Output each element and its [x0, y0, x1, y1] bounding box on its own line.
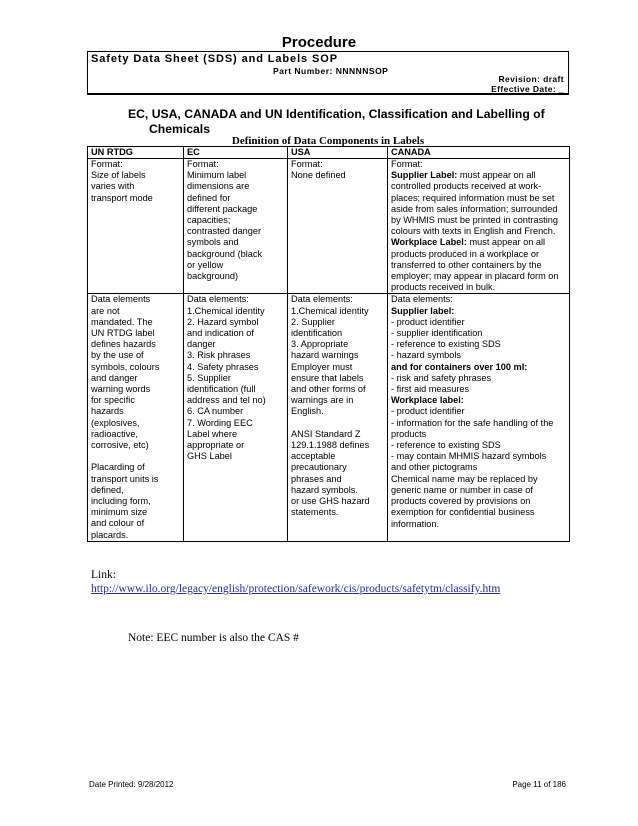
section-heading-line1: EC, USA, CANADA and UN Identification, Classification and Labelling of [128, 107, 545, 121]
cell-text-line: symbols and [187, 237, 239, 248]
cell-text-line: English. [291, 406, 324, 417]
cell-text-line: capacities; [187, 215, 231, 226]
cell-text-line: by WHMIS must be printed in contrasting [391, 215, 558, 226]
table-row-format [88, 159, 570, 294]
cell-text-line: and other forms of [291, 384, 366, 395]
cell-text-line: - risk and safety phrases [391, 372, 492, 383]
cell-text-line: Placarding of [91, 462, 145, 473]
cell-text-fragment: must appear on all [466, 237, 546, 248]
cell-text-line: defines hazards [91, 339, 156, 350]
cell-text-line: placards. [91, 529, 129, 540]
cell-canada-format [388, 159, 570, 294]
cell-block [291, 294, 384, 417]
cell-text-line: acceptable [291, 451, 336, 462]
blank-line [291, 418, 384, 429]
cell-text-line: Label where [187, 428, 238, 439]
cell-text-line: generic name or number in case of [391, 484, 533, 495]
cell-text-line: None defined [291, 170, 346, 181]
page-title: Procedure [281, 34, 357, 51]
cell-text-line: 3. Appropriate [291, 339, 349, 350]
header-un-rtdg: UN RTDG [88, 147, 184, 159]
cell-text-line: Data elements: [291, 294, 353, 305]
cell-text-line: 1.Chemical identity [187, 305, 265, 316]
cell-text-line: identification (full [187, 384, 256, 395]
cell-text-line: warnings are in [291, 395, 354, 406]
cell-text-line: hazards [91, 406, 124, 417]
cell-text-line: - product identifier [391, 316, 465, 327]
header-ec: EC [184, 147, 288, 159]
cell-text-line: Minimum label [187, 170, 247, 181]
cell-text-line: controlled products received at work- [391, 181, 542, 192]
cell-text-line [391, 237, 566, 248]
cell-text-line: - first aid measures [391, 384, 470, 395]
cell-text-line: (explosives, [91, 417, 140, 428]
blank-line [91, 451, 180, 462]
cell-text-line: hazard warnings [291, 350, 359, 361]
table-row-data-elements [88, 294, 570, 541]
cell-text-line: are not [91, 305, 120, 316]
cell-text-line: - supplier identification [391, 328, 483, 339]
cell-text-line: - reference to existing SDS [391, 440, 501, 451]
cell-text-line: for specific [91, 395, 135, 406]
cell-text-line: different package [187, 203, 258, 214]
cell-text-line: products received in bulk. [391, 282, 496, 293]
cell-text-line: Workplace label: [391, 395, 464, 406]
cell-text-line: aside from sales information; surrounded [391, 203, 558, 214]
cell-usa-format [288, 159, 388, 294]
cell-text-line [391, 170, 566, 181]
cell-text-line: and for containers over 100 ml: [391, 361, 528, 372]
cell-text-line: phrases and [291, 473, 342, 484]
cell-text-line: 2. Supplier [291, 316, 335, 327]
cell-text-line: contrasted danger [187, 226, 262, 237]
section-heading [128, 107, 548, 137]
cell-text-line: warning words [91, 384, 151, 395]
cell-text-line: Size of labels [91, 170, 146, 181]
cell-text-line: precautionary [291, 462, 347, 473]
cell-un-format [88, 159, 184, 294]
cell-text-line: GHS Label [187, 451, 232, 462]
cell-text-line: products produced in a workplace or [391, 248, 540, 259]
cell-text-line: 5. Supplier [187, 372, 231, 383]
cell-text-line: Format: [291, 159, 323, 169]
cell-text-line: Format: [391, 159, 423, 169]
ilo-classification-link[interactable]: http://www.ilo.org/legacy/english/protection/safework/cis/products/safetytm/classify.htm [91, 583, 501, 595]
cell-text-line: danger [187, 339, 216, 350]
cell-text-line: defined, [91, 484, 124, 495]
header-usa: USA [288, 147, 388, 159]
table-header-row [88, 147, 570, 159]
cell-text-line: statements. [291, 507, 339, 518]
cell-text-line: radioactive, [91, 428, 138, 439]
revision: Revision: draft [498, 74, 564, 84]
cell-text-line: by the use of [91, 350, 144, 361]
workplace-label-term: Workplace Label: [391, 237, 467, 248]
cell-text-line: transport units is [91, 473, 159, 484]
cell-text-line: Supplier label: [391, 305, 455, 316]
cell-text-line: identification [291, 328, 343, 339]
part-number: Part Number: NNNNNSOP [273, 66, 389, 76]
cell-text-line: information. [391, 518, 440, 529]
cell-text-line: transferred to other containers by the [391, 259, 542, 270]
cell-text-line: - product identifier [391, 406, 465, 417]
cell-ec-data-elements [184, 294, 288, 541]
cell-text-line: 6. CA number [187, 406, 244, 417]
cell-text-line: Format: [187, 159, 219, 169]
cell-text-line: places; required information must be set [391, 192, 555, 203]
cell-text-line: and colour of [91, 518, 145, 529]
cell-text-line: and other pictograms [391, 462, 478, 473]
cell-text-line: background (black [187, 248, 263, 259]
cell-block [91, 294, 180, 451]
cell-text-line: Data elements [91, 294, 151, 305]
effective-date: Effective Date: _ [491, 84, 564, 94]
cell-text-line: or yellow [187, 259, 224, 270]
cell-text-line: address and tel no) [187, 395, 266, 406]
cell-ec-format [184, 159, 288, 294]
cell-text-line: Format: [91, 159, 123, 169]
cell-text-line: colours with texts in English and French. [391, 226, 556, 237]
header-canada: CANADA [388, 147, 570, 159]
cell-text-line: - information for the safe handling of the [391, 417, 554, 428]
cell-text-line: - may contain MHMIS hazard symbols [391, 451, 547, 462]
cell-text-line: Employer must [291, 361, 353, 372]
cell-text-line: varies with [91, 181, 135, 192]
table-caption: Definition of Data Components in Labels [231, 135, 425, 147]
cell-text-fragment: must appear on all [457, 170, 536, 181]
cell-text-line: symbols, colours [91, 361, 160, 372]
document-title: Safety Data Sheet (SDS) and Labels SOP [91, 53, 338, 65]
cell-text-line: 4. Safety phrases [187, 361, 259, 372]
cell-text-line: and danger [91, 372, 138, 383]
cell-text-line: background) [187, 271, 239, 282]
cell-text-line: employer; may appear in placard form on [391, 271, 559, 282]
cell-text-line: minimum size [91, 507, 148, 518]
cell-text-line: ensure that labels [291, 372, 364, 383]
cell-text-line: appropriate or [187, 440, 245, 451]
cell-usa-data-elements [288, 294, 388, 541]
cell-text-line: dimensions are [187, 181, 250, 192]
link-label: Link: [91, 569, 116, 581]
cell-canada-data-elements [388, 294, 570, 541]
cell-un-data-elements [88, 294, 184, 541]
cell-text-line: or use GHS hazard [291, 496, 370, 507]
cell-text-line: hazard symbols. [291, 484, 358, 495]
cas-note: Note: EEC number is also the CAS # [128, 632, 299, 644]
cell-text-line: corrosive, etc) [91, 440, 149, 451]
cell-text-line: 129.1.1988 defines [291, 440, 370, 451]
cell-text-line: Data elements: [187, 294, 249, 305]
cell-text-line: products covered by provisions on [391, 496, 531, 507]
footer-date-printed: Date Printed: 9/28/2012 [89, 780, 174, 789]
cell-text-line: ANSI Standard Z [291, 428, 361, 439]
cell-text-line: products [391, 428, 427, 439]
cell-text-line: 2. Hazard symbol [187, 316, 259, 327]
cell-text-line: defined for [187, 192, 231, 203]
cell-text-line: exemption for confidential business [391, 507, 535, 518]
footer-page-number: Page 11 of 186 [512, 780, 566, 789]
supplier-label-term: Supplier Label: [391, 170, 458, 181]
section-heading-line2: Chemicals [149, 122, 210, 136]
cell-text-line: and indication of [187, 328, 254, 339]
cell-text-line: 1.Chemical identity [291, 305, 369, 316]
cell-text-line: - reference to existing SDS [391, 339, 501, 350]
cell-block [91, 462, 180, 540]
cell-text-line: Data elements: [391, 294, 453, 305]
cell-text-line: 3. Risk phrases [187, 350, 251, 361]
cell-block [291, 429, 384, 519]
cell-text-line: transport mode [91, 192, 153, 203]
labels-data-table [87, 146, 570, 542]
cell-text-line: - hazard symbols [391, 350, 461, 361]
cell-text-line: UN RTDG label [91, 328, 155, 339]
cell-text-line: including form, [91, 496, 151, 507]
cell-text-line: Chemical name may be replaced by [391, 473, 538, 484]
document-header [87, 51, 569, 95]
cell-text-line: 7. Wording EEC [187, 417, 253, 428]
cell-text-line: mandated. The [91, 316, 153, 327]
